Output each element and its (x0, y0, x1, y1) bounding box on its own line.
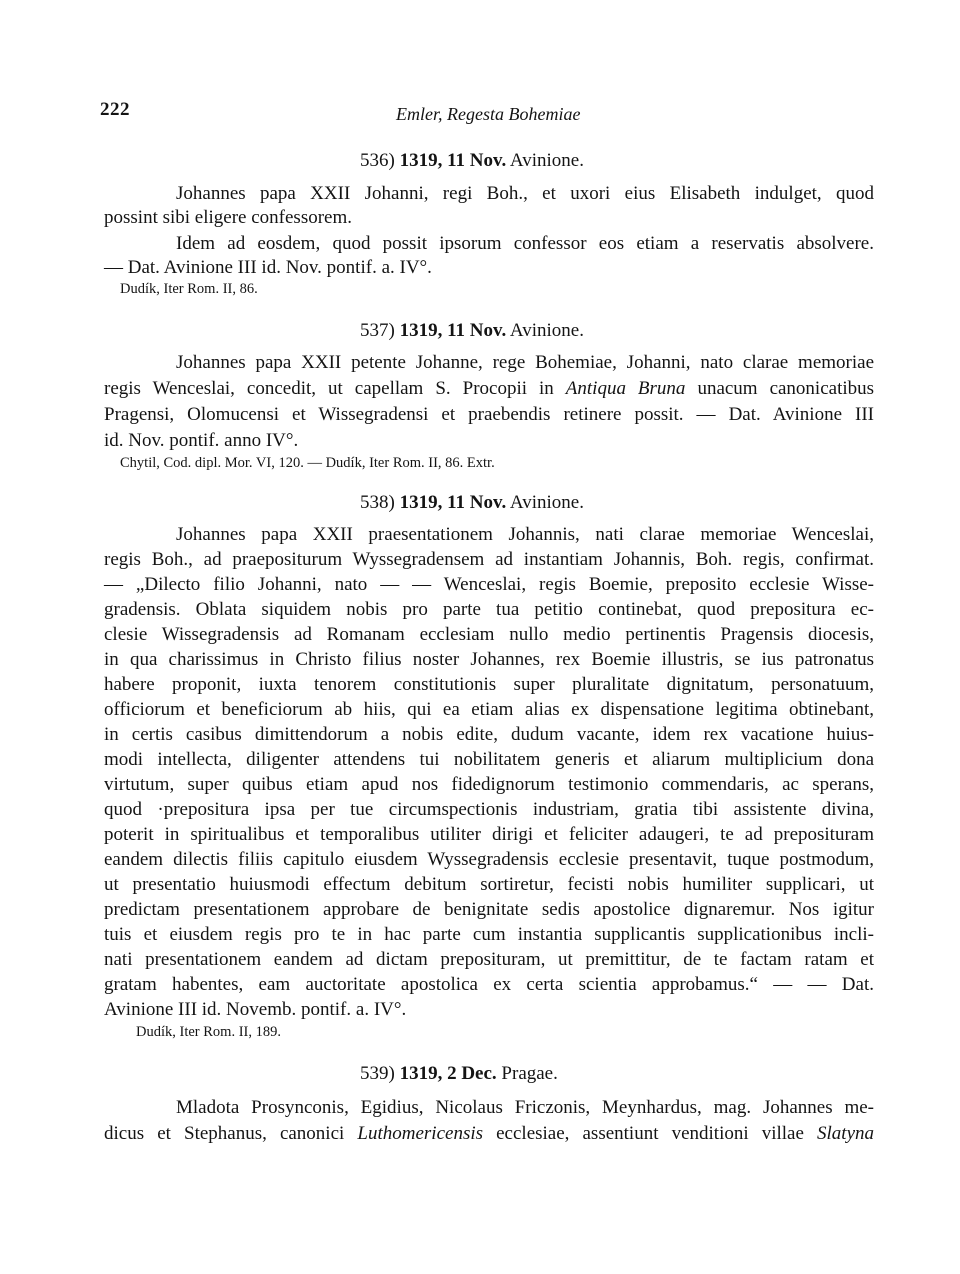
text-line: nati presentationem eandem ad dictam preposituram, ut premittitur, de te factam ratam et (104, 949, 874, 970)
place-name-italic: Antiqua Bruna (565, 378, 686, 399)
citation: Dudík, Iter Rom. II, 189. (136, 1024, 281, 1040)
text-line: habere proponit, iuxta tenorem constitutionis super pluralitate dignitatum, personatuum, (104, 674, 874, 695)
text-line: Avinione III id. Novemb. pontif. a. IV°. (104, 999, 407, 1020)
text-line: clesie Wissegradensis ad Romanam ecclesiam nullo medio pertinentis Pragensis diocesis, (104, 624, 874, 645)
text-line: tuis et eiusdem regis pro te in hac parte cum instantia supplicantis supplicationibus incli- (104, 924, 874, 945)
entry-date: 1319, 11 Nov. (399, 320, 507, 341)
text-line: quod ·prepositura ipsa per tue circumspectionis industriam, gratia tibi assistente divina, (104, 799, 874, 820)
text-line: eandem dilectis filiis capitulo eiusdem Wyssegradensis ecclesie presentavit, tuque postmodum, (104, 849, 874, 870)
entry-number: 538) (360, 492, 395, 513)
citation: Dudík, Iter Rom. II, 86. (120, 281, 258, 297)
text-line: gradensis. Oblata siquidem nobis pro parte tua petitio continebat, quod prepositura ec- (104, 599, 874, 620)
text-line: regis Boh., ad praepositurum Wyssegradensem ad instantiam Johannis, Boh. regis, confirmat. (104, 549, 874, 570)
place-name-italic: Slatyna (817, 1123, 875, 1144)
text-line: Idem ad eosdem, quod possit ipsorum confessor eos etiam a reservatis absolvere. (176, 233, 874, 254)
text-line: in certis casibus dimittendorum a nobis edite, dudum vacante, idem rex vacatione huius- (104, 724, 874, 745)
place-name-italic: Luthomericensis (357, 1123, 484, 1144)
citation: Chytil, Cod. dipl. Mor. VI, 120. — Dudík, Iter Rom. II, 86. Extr. (120, 455, 495, 471)
text-line: officiorum et beneficiorum ab hiis, qui ea etiam alias ex dispensatione legitima obtinebant, (104, 699, 874, 720)
entry-date: 1319, 11 Nov. (399, 150, 507, 171)
entry-number: 537) (360, 320, 395, 341)
entry-heading (360, 1063, 558, 1085)
entry-place: Avinione. (509, 320, 584, 341)
entry-place: Pragae. (501, 1063, 558, 1084)
text-line: possint sibi eligere confessorem. (104, 207, 353, 228)
entry-heading (360, 320, 584, 342)
text-line: Johannes papa XXII Johanni, regi Boh., et uxori eius Elisabeth indulget, quod (176, 183, 874, 204)
text-line: gratam habentes, eam auctoritate apostolica ex certa scientia approbamus.“ — — Dat. (104, 974, 874, 995)
entry-number: 539) (360, 1063, 395, 1084)
text-line: in qua charissimus in Christo filius noster Johannes, rex Boemie illustris, se ius patronatus (104, 649, 874, 670)
entry-heading (360, 150, 584, 172)
entry-heading (360, 492, 584, 514)
entry-date: 1319, 2 Dec. (399, 1063, 497, 1084)
text-line: dicus et Stephanus, canonici Luthomericensis ecclesiae, assentiunt venditioni villae Slatyna (104, 1123, 875, 1144)
text-line: — Dat. Avinione III id. Nov. pontif. a. IV°. (104, 257, 432, 278)
text-line: regis Wenceslai, concedit, ut capellam S. Procopii in Antiqua Bruna unacum canonicatibus (104, 378, 875, 399)
text-line: modi intellecta, diligenter attendens tui nobilitatem generis et aliarum multiplicium dona (104, 749, 874, 770)
entry-date: 1319, 11 Nov. (399, 492, 507, 513)
text-line: virtutum, super quibus etiam apud nos fidedignorum testimonio commendaris, ac sperans, (104, 774, 874, 795)
text-line: Pragensi, Olomucensi et Wissegradensi et praebendis retinere possit. — Dat. Avinione III (104, 404, 874, 425)
text-line: predictam presentationem approbare de benignitate sedis apostolice dignaremur. Nos igitur (104, 899, 874, 920)
entry-place: Avinione. (509, 492, 584, 513)
text-line: Mladota Prosynconis, Egidius, Nicolaus Friczonis, Meynhardus, mag. Johannes me- (176, 1097, 874, 1118)
entry-number: 536) (360, 150, 395, 171)
text-line: Johannes papa XXII praesentationem Johannis, nati clarae memoriae Wenceslai, (176, 524, 874, 545)
page-number: 222 (100, 99, 130, 120)
text-line: ut presentatio huiusmodi effectum debitum sortiretur, fecisti nobis humiliter supplicari, ut (104, 874, 874, 895)
running-title: Emler, Regesta Bohemiae (396, 104, 581, 124)
text-line: poterit in spiritualibus et temporalibus utiliter dirigi et feliciter adaugeri, te ad preposituram (104, 824, 874, 845)
entry-place: Avinione. (509, 150, 584, 171)
text-line: — „Dilecto filio Johanni, nato — — Wenceslai, regis Boemie, preposito ecclesie Wisse- (104, 574, 874, 595)
text-line: Johannes papa XXII petente Johanne, rege Bohemiae, Johanni, nato clarae memoriae (176, 352, 874, 373)
text-line: id. Nov. pontif. anno IV°. (104, 430, 299, 451)
